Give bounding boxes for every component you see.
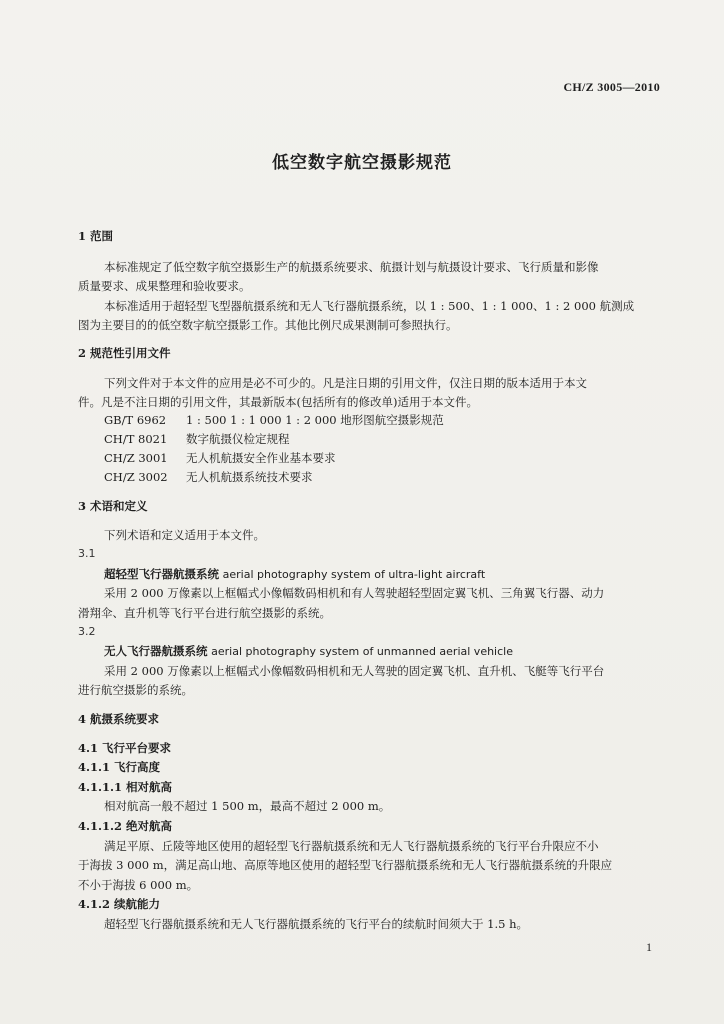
reference-item [104, 412, 444, 428]
subsection-heading: 4.1 飞行平台要求 [78, 741, 172, 755]
paragraph-line: 图为主要目的的低空数字航空摄影工作。其他比例尺成果测制可参照执行。 [78, 318, 458, 332]
section-heading-scope: 1 范围 [78, 229, 114, 243]
paragraph-line: 超轻型飞行器航摄系统和无人飞行器航摄系统的飞行平台的续航时间须大于 1.5 h。 [104, 917, 529, 931]
paragraph-line: 下列术语和定义适用于本文件。 [104, 528, 265, 542]
paragraph-line: 质量要求、成果整理和验收要求。 [78, 279, 251, 293]
paragraph-line: 滑翔伞、直升机等飞行平台进行航空摄影的系统。 [78, 606, 331, 620]
reference-code: CH/Z 3001 [104, 451, 168, 465]
section-heading-terms: 3 术语和定义 [78, 499, 148, 513]
page-number: 1 [646, 940, 652, 954]
reference-title: 无人机航摄系统技术要求 [186, 470, 313, 484]
term-chinese: 超轻型飞行器航摄系统 [104, 567, 219, 581]
paragraph-line: 满足平原、丘陵等地区使用的超轻型飞行器航摄系统和无人飞行器航摄系统的飞行平台升限应不小 [104, 839, 599, 853]
term-title [104, 643, 660, 660]
section-heading-system: 4 航摄系统要求 [78, 712, 160, 726]
term-english: aerial photography system of ultra-light aircraft [222, 568, 486, 581]
reference-code: GB/T 6962 [104, 413, 167, 427]
standard-code: CH/Z 3005—2010 [563, 80, 660, 94]
subsection-heading: 4.1.1.2 绝对航高 [78, 819, 173, 833]
paragraph-line: 本标准规定了低空数字航空摄影生产的航摄系统要求、航摄计划与航摄设计要求、飞行质量和影像 [104, 260, 599, 274]
term-chinese: 无人飞行器航摄系统 [104, 644, 208, 658]
paragraph-line: 不小于海拔 6 000 m。 [78, 878, 199, 892]
term-title [104, 566, 660, 583]
document-title: 低空数字航空摄影规范 [272, 153, 452, 173]
section-heading-references: 2 规范性引用文件 [78, 346, 171, 360]
paragraph-line: 件。凡是不注日期的引用文件，其最新版本(包括所有的修改单)适用于本文件。 [78, 395, 478, 409]
term-number: 3.1 [78, 547, 96, 560]
reference-title: 1 : 500 1 : 1 000 1 : 2 000 地形图航空摄影规范 [186, 413, 444, 427]
subsection-heading: 4.1.1.1 相对航高 [78, 780, 173, 794]
subsection-heading: 4.1.1 飞行高度 [78, 760, 161, 774]
reference-code: CH/Z 3002 [104, 470, 168, 484]
reference-item [104, 431, 290, 447]
paragraph-line: 下列文件对于本文件的应用是必不可少的。凡是注日期的引用文件，仅注日期的版本适用于本文 [104, 376, 587, 390]
reference-code: CH/T 8021 [104, 432, 168, 446]
paragraph-line: 采用 2 000 万像素以上框幅式小像幅数码相机和有人驾驶超轻型固定翼飞机、三角翼飞行器、动力 [104, 586, 605, 600]
reference-title: 数字航摄仪检定规程 [186, 432, 290, 446]
paragraph-line: 进行航空摄影的系统。 [78, 683, 193, 697]
paragraph-line: 相对航高一般不超过 1 500 m，最高不超过 2 000 m。 [104, 799, 391, 813]
reference-title: 无人机航摄安全作业基本要求 [186, 451, 336, 465]
reference-item [104, 450, 336, 466]
term-number: 3.2 [78, 625, 96, 638]
reference-item [104, 469, 313, 485]
paragraph-line: 本标准适用于超轻型飞型器航摄系统和无人飞行器航摄系统，以 1 : 500、1 : 1 000、1 : 2 000 航测成 [104, 299, 635, 313]
term-english: aerial photography system of unmanned aerial vehicle [211, 645, 513, 658]
paragraph-line: 于海拔 3 000 m，满足高山地、高原等地区使用的超轻型飞行器航摄系统和无人飞行器航摄系统的升限应 [78, 858, 613, 872]
paragraph-line: 采用 2 000 万像素以上框幅式小像幅数码相机和无人驾驶的固定翼飞机、直升机、飞艇等飞行平台 [104, 664, 605, 678]
subsection-heading: 4.1.2 续航能力 [78, 897, 161, 911]
